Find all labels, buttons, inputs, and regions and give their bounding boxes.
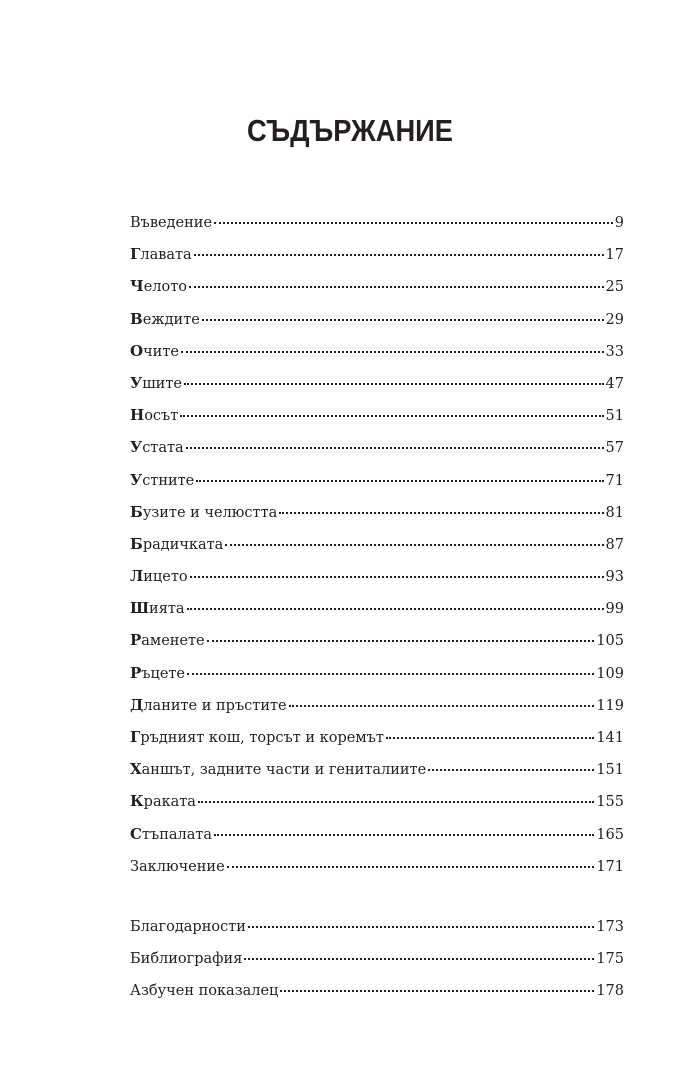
leader-dots <box>225 544 603 546</box>
toc-entry-initial: Ч <box>130 277 144 296</box>
toc-entry-label <box>130 339 179 364</box>
toc-entry-text: лавата <box>140 247 192 264</box>
toc-entry-initial: О <box>130 341 144 360</box>
toc-entry-label <box>130 371 182 396</box>
toc-entry-initial: Р <box>130 631 142 650</box>
toc-entry-label <box>130 854 225 879</box>
toc-entry-initial: Г <box>130 245 141 264</box>
toc-entry-page: 105 <box>596 633 624 650</box>
toc-entry-text: ръдният кош, торсът и коремът <box>140 730 384 746</box>
toc-entry-initial: Ш <box>130 599 150 618</box>
toc-entry-text: радичката <box>142 536 224 553</box>
toc-entry-page: 29 <box>605 311 624 328</box>
toc-entry[interactable] <box>130 435 624 467</box>
toc-entry-page: 33 <box>605 343 624 360</box>
toc-entry-text: узите и челюстта <box>142 504 278 521</box>
leader-dots <box>227 866 595 868</box>
toc-entry-page: 93 <box>605 569 624 586</box>
toc-entry[interactable] <box>130 468 624 500</box>
toc-entry-initial: У <box>130 373 143 392</box>
toc-entry-initial: Б <box>130 502 143 521</box>
toc-entry-page: 119 <box>596 697 624 714</box>
toc-entry-text: ланите и пръстите <box>143 697 287 714</box>
toc-entry[interactable] <box>130 339 624 371</box>
toc-entry-initial: У <box>130 470 143 489</box>
toc-entry-text: осът <box>144 408 179 425</box>
toc-entry-page: 87 <box>605 536 624 553</box>
leader-dots <box>180 415 603 417</box>
toc-entry-label: Библиография <box>130 951 243 968</box>
toc-entry-page: 141 <box>596 730 624 746</box>
toc-entry-initial: Г <box>130 728 141 746</box>
toc-entry-text: елото <box>143 279 187 296</box>
leader-dots <box>207 640 595 642</box>
leader-dots <box>187 673 594 675</box>
toc-entry-initial: Н <box>130 406 145 425</box>
toc-entry-page: 151 <box>596 762 624 779</box>
toc-entry-initial: У <box>130 438 143 457</box>
toc-entry-text: ъцете <box>141 665 186 682</box>
table-of-contents <box>130 210 624 1012</box>
toc-entry-label <box>130 532 223 557</box>
toc-entry[interactable] <box>130 564 624 596</box>
leader-dots <box>189 286 604 288</box>
toc-entry-text: ията <box>149 601 185 618</box>
toc-entry[interactable] <box>130 661 624 693</box>
toc-entry-text: чите <box>143 343 179 360</box>
page-title: СЪДЪРЖАНИЕ <box>247 113 453 148</box>
leader-dots <box>184 383 604 385</box>
toc-entry-initial: В <box>130 309 143 328</box>
toc-entry-label <box>130 242 192 267</box>
toc-entry-label <box>130 500 277 525</box>
toc-entry-page: 178 <box>596 983 624 1000</box>
toc-entry-text: еждите <box>142 311 200 328</box>
toc-entry[interactable] <box>130 500 624 532</box>
leader-dots <box>186 447 604 449</box>
section-gap <box>130 886 624 915</box>
toc-entry-label <box>130 789 196 814</box>
toc-entry[interactable] <box>130 693 624 725</box>
toc-entry-page: 17 <box>605 247 624 264</box>
toc-entry-label <box>130 661 185 686</box>
toc-entry-label <box>130 274 187 299</box>
toc-entry[interactable] <box>130 628 624 660</box>
toc-entry[interactable] <box>130 403 624 435</box>
toc-entry-back-matter[interactable] <box>130 979 624 1011</box>
toc-entry-label <box>130 628 205 653</box>
toc-entry-label <box>130 757 426 782</box>
toc-entry-text: стата <box>142 440 184 457</box>
toc-entry[interactable] <box>130 532 624 564</box>
toc-entry[interactable] <box>130 822 624 854</box>
leader-dots <box>279 512 603 514</box>
toc-entry-page: 51 <box>605 408 624 425</box>
toc-entry[interactable] <box>130 854 624 886</box>
toc-entry-text: аменете <box>141 633 205 650</box>
toc-entry-label: Благодарности <box>130 918 246 935</box>
toc-entry-label <box>130 435 184 460</box>
toc-entry-initial: Л <box>130 567 144 586</box>
leader-dots <box>202 319 604 321</box>
toc-entry[interactable] <box>130 210 624 242</box>
toc-entry[interactable] <box>130 371 624 403</box>
toc-entry-initial: Р <box>130 663 142 682</box>
toc-entry-text: раката <box>143 794 196 811</box>
toc-entry[interactable] <box>130 757 624 789</box>
leader-dots <box>244 958 594 960</box>
toc-entry[interactable] <box>130 596 624 628</box>
toc-entry-initial: Х <box>130 760 142 779</box>
toc-entry-page: 173 <box>596 918 624 935</box>
toc-entry-label <box>130 564 188 589</box>
leader-dots <box>187 608 604 610</box>
leader-dots <box>214 834 594 836</box>
toc-entry-label <box>130 693 287 718</box>
leader-dots <box>181 351 604 353</box>
toc-entry-label <box>130 307 200 332</box>
toc-entry-label: Азбучен показалец <box>130 983 279 1000</box>
toc-entry-page: 171 <box>596 858 624 875</box>
toc-entry-initial: С <box>130 824 142 843</box>
toc-entry[interactable] <box>130 307 624 339</box>
toc-entry-page: 175 <box>596 951 624 968</box>
toc-entry-page: 109 <box>596 665 624 682</box>
leader-dots <box>198 801 594 803</box>
toc-entry[interactable] <box>130 789 624 821</box>
toc-entry-text: ицето <box>143 569 188 586</box>
toc-entry-text: Заключение <box>130 858 225 875</box>
toc-entry-page: 165 <box>596 826 624 843</box>
toc-entry-label <box>130 403 178 428</box>
toc-entry-label <box>130 468 194 493</box>
leader-dots <box>289 705 595 707</box>
toc-entry-label <box>130 596 185 621</box>
leader-dots <box>214 222 613 224</box>
toc-entry-page: 57 <box>605 440 624 457</box>
toc-entry-page: 47 <box>605 375 624 392</box>
toc-entry-text: стните <box>142 472 195 489</box>
leader-dots <box>196 480 603 482</box>
toc-entry-page: 9 <box>614 215 624 231</box>
toc-entry[interactable] <box>130 725 624 757</box>
toc-entry[interactable] <box>130 242 624 274</box>
toc-entry-page: 25 <box>605 279 624 296</box>
toc-entry-back-matter[interactable] <box>130 947 624 979</box>
toc-entry-initial: Б <box>130 534 143 553</box>
leader-dots <box>194 254 604 256</box>
leader-dots <box>190 576 604 578</box>
toc-entry-page: 99 <box>605 601 624 618</box>
leader-dots <box>386 737 594 739</box>
toc-entry-label <box>130 725 384 750</box>
leader-dots <box>428 769 594 771</box>
toc-entry[interactable] <box>130 274 624 306</box>
toc-entry-text: аншът, задните части и гениталиите <box>141 762 427 779</box>
toc-entry-back-matter[interactable] <box>130 915 624 947</box>
leader-dots <box>280 990 594 992</box>
toc-entry-label <box>130 822 212 847</box>
toc-entry-initial: Д <box>130 695 144 714</box>
toc-entry-page: 81 <box>605 504 624 521</box>
toc-entry-text: шите <box>142 375 182 392</box>
toc-entry-label <box>130 210 212 235</box>
toc-entry-page: 71 <box>605 472 624 489</box>
toc-entry-initial: К <box>130 792 144 811</box>
toc-entry-text: тъпалата <box>141 826 213 843</box>
toc-entry-text: Въведение <box>130 215 213 231</box>
toc-entry-page: 155 <box>596 794 624 811</box>
leader-dots <box>248 926 594 928</box>
